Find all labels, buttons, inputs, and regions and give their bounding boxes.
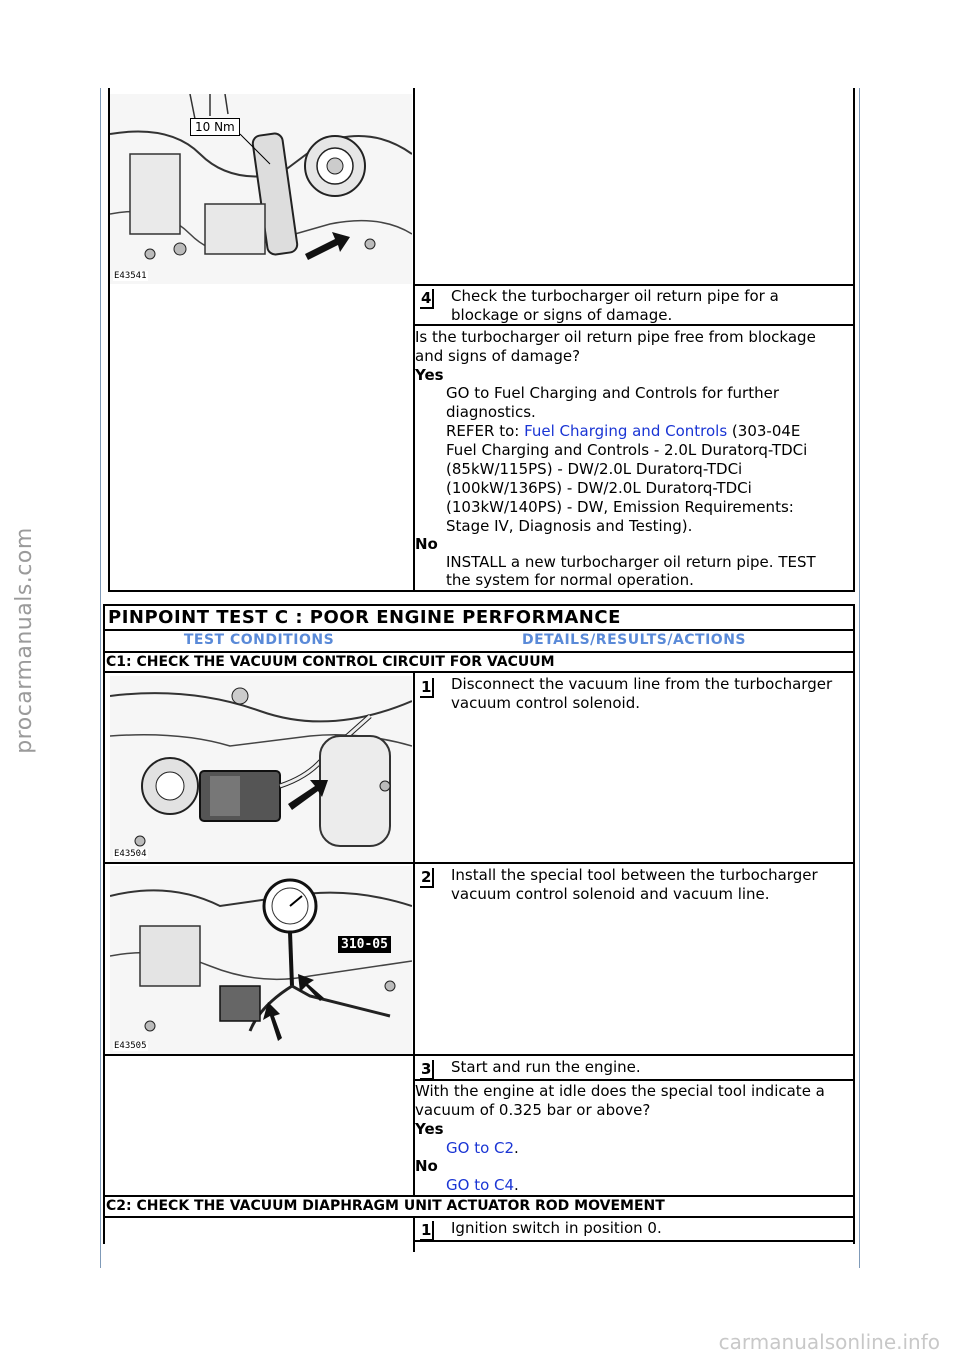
step-4-line2: blockage or signs of damage. [451,306,673,324]
figure-special-tool-install [110,866,412,1054]
go-to-c4-link[interactable]: GO to C4 [446,1176,515,1194]
figure-id: E43505 [114,1041,147,1051]
c2-row-divider-1 [413,1240,855,1242]
refer-line3: (85kW/115PS) - DW/2.0L Duratorq-TDCi [446,460,743,478]
c1-step-2-line2: vacuum control solenoid and vacuum line. [451,885,770,903]
engine-illustration-2 [110,676,412,862]
c2-heading: C2: CHECK THE VACUUM DIAPHRAGM UNIT ACTUATOR ROD MOVEMENT [106,1198,665,1214]
c2-heading-divider [103,1216,855,1218]
c2-column-divider [413,1216,415,1252]
step-4-line1: Check the turbocharger oil return pipe for a [451,287,779,305]
c1-row-divider-2 [103,1054,855,1056]
side-watermark [4,430,44,850]
figure-id: E43504 [114,849,147,859]
c1-question-line2: vacuum of 0.325 bar or above? [415,1101,651,1119]
question-line2: and signs of damage? [415,347,581,365]
c1-question-line1: With the engine at idle does the special tool indicate a [415,1082,825,1100]
page-rule-left [100,88,101,1268]
column-head-test-conditions: TEST CONDITIONS [183,632,335,648]
question-line1: Is the turbocharger oil return pipe free from blockage [415,328,816,346]
bottom-watermark: carmanualsonline.info [718,1330,940,1354]
refer-line1 [446,422,800,441]
c1-no-end: . [514,1176,519,1194]
engine-illustration-1 [110,94,412,284]
figure-vacuum-control-solenoid [110,676,412,862]
side-watermark-text: procarmanuals.com [11,526,37,754]
no-line2: the system for normal operation. [446,571,694,589]
step-number-4: 4 [420,289,434,309]
column-head-divider [103,651,855,653]
pinpoint-title-divider [103,629,855,631]
c1-step-1-line1: Disconnect the vacuum line from the turbocharger [451,675,833,693]
go-to-c2-link[interactable]: GO to C2 [446,1139,515,1157]
c1-step-3-text: Start and run the engine. [451,1058,641,1076]
c1-yes-action [446,1139,519,1158]
yes-label: Yes [415,366,444,384]
c1-yes-end: . [514,1139,519,1157]
c1-heading-divider [103,671,855,673]
c2-step-1-text: Ignition switch in position 0. [451,1219,662,1237]
no-label: No [415,535,438,553]
refer-line6: Stage IV, Diagnosis and Testing). [446,517,693,535]
c1-row-divider-3 [413,1079,855,1081]
page-rule-right [859,88,860,1268]
yes-line1: GO to Fuel Charging and Controls for further [446,384,779,402]
no-line1: INSTALL a new turbocharger oil return pipe. TEST [446,553,816,571]
c1-no-label: No [415,1157,438,1175]
c1-step-2-line1: Install the special tool between the turbocharger [451,866,818,884]
figure-turbo-oil-return-pipe [110,94,412,284]
special-tool-label: 310-05 [338,936,391,953]
c1-no-action [446,1176,519,1195]
c1-step-number-1: 1 [420,678,434,698]
c1-step-number-3: 3 [420,1060,434,1080]
c1-heading: C1: CHECK THE VACUUM CONTROL CIRCUIT FOR VACUUM [106,654,555,670]
top-row-divider-1 [413,284,855,286]
c1-row-divider-1 [103,862,855,864]
refer-suffix: (303-04E [727,422,801,440]
c1-step-1-line2: vacuum control solenoid. [451,694,641,712]
refer-line5: (103kW/140PS) - DW, Emission Requirements: [446,498,794,516]
refer-line4: (100kW/136PS) - DW/2.0L Duratorq-TDCi [446,479,752,497]
refer-prefix: REFER to: [446,422,525,440]
c2-step-number-1: 1 [420,1221,434,1241]
figure-id: E43541 [114,271,147,281]
torque-label: 10 Nm [190,118,240,136]
fuel-charging-link[interactable]: Fuel Charging and Controls [524,422,728,440]
yes-line2: diagnostics. [446,403,536,421]
engine-illustration-3 [110,866,412,1054]
c2-heading-top-divider [103,1195,855,1197]
c1-yes-label: Yes [415,1120,444,1138]
c1-step-number-2: 2 [420,868,434,888]
pinpoint-title: PINPOINT TEST C : POOR ENGINE PERFORMANCE [108,607,621,628]
column-head-details: DETAILS/RESULTS/ACTIONS [521,632,747,648]
refer-line2: Fuel Charging and Controls - 2.0L Duratorq-TDCi [446,441,808,459]
